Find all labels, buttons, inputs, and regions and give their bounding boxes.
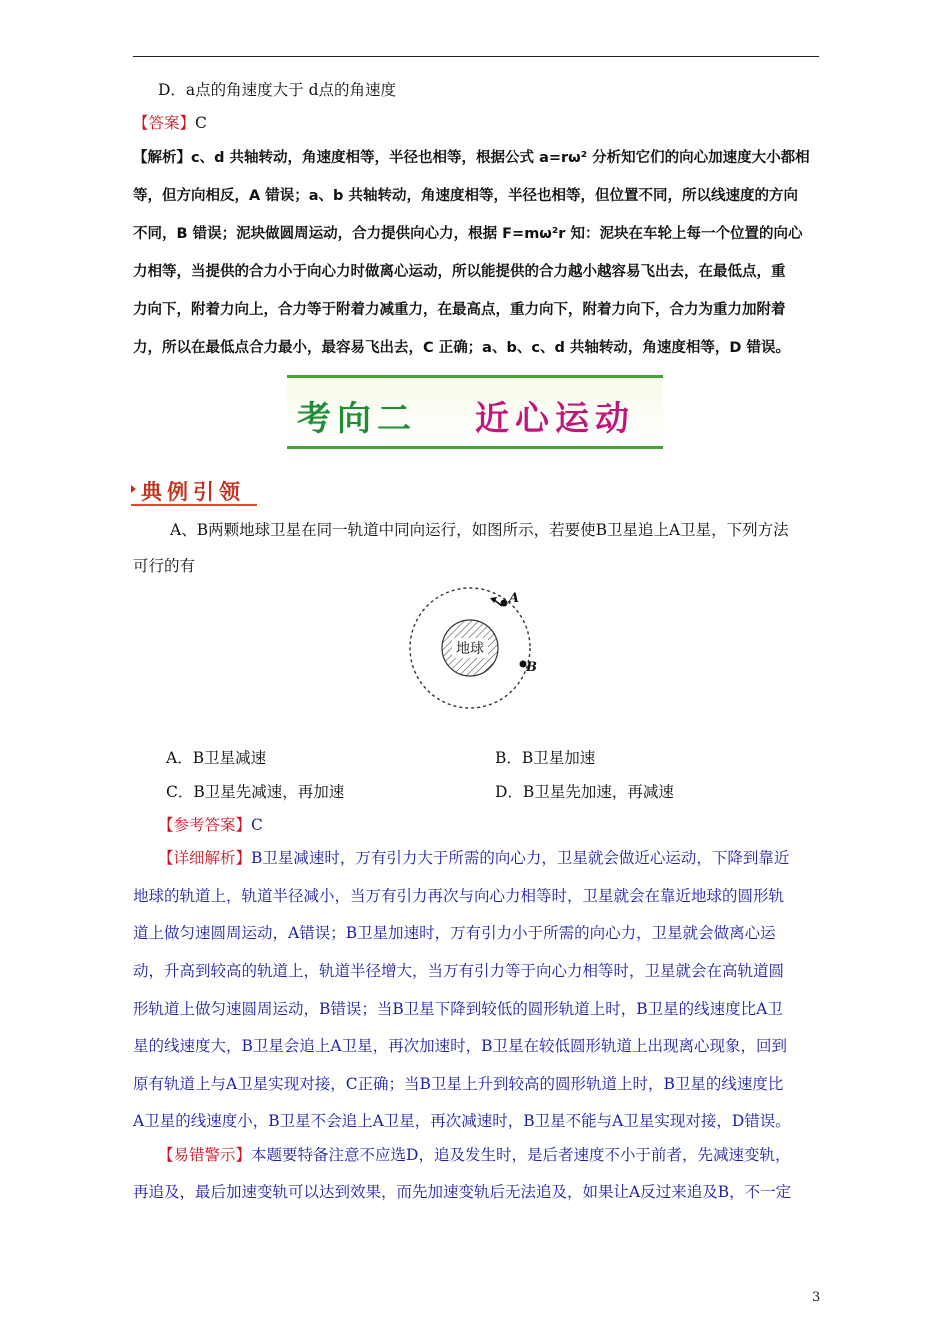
detail-text: B卫星减速时，万有引力大于所需的向心力，卫星就会做近心运动，下降到靠近: [251, 849, 790, 867]
prev-analysis-line: 不同，B 错误；泥块做圆周运动，合力提供向心力，根据 F=mω²r 知：泥块在车轮上每一个位置的向心: [133, 226, 803, 242]
option-a: A．B卫星减速: [166, 749, 267, 767]
answer-value: C: [195, 114, 207, 132]
detail-line: 地球的轨道上，轨道半径减小，当万有引力再次与向心力相等时，卫星就会在靠近地球的圆形轨: [133, 887, 785, 905]
detail-line: [158, 846, 848, 868]
detail-line: 星的线速度大，B卫星会追上A卫星，再次加速时，B卫星在较低圆形轨道上出现离心现象，回到: [133, 1037, 787, 1055]
warning-text: 本题要特备注意不应选D，追及发生时，是后者速度不小于前者，先减速变轨，: [251, 1146, 791, 1164]
detail-line: 形轨道上做匀速圆周运动，B错误；当B卫星下降到较低的圆形轨道上时，B卫星的线速度比A卫: [133, 1000, 783, 1018]
detail-label: 【详细解析】: [158, 849, 252, 867]
orbit-figure: [400, 586, 550, 712]
section-banner: [287, 375, 663, 449]
satellite-b-label: B: [526, 660, 537, 675]
detail-line: 原有轨道上与A卫星实现对接，C正确；当B卫星上升到较高的圆形轨道上时，B卫星的线速度比: [133, 1075, 784, 1093]
detail-line: 动，升高到较高的轨道上，轨道半径增大，当万有引力等于向心力相等时，卫星就会在高轨道圆: [133, 962, 785, 980]
question-line: A、B两颗地球卫星在同一轨道中同向运行，如图所示，若要使B卫星追上A卫星，下列方法: [170, 521, 789, 539]
warning-label: 【易错警示】: [158, 1146, 252, 1164]
page-number: 3: [812, 1290, 821, 1305]
example-marker-icon: [131, 485, 136, 493]
example-heading: [131, 476, 257, 506]
warning-line: 再追及，最后加速变轨可以达到效果，而先加速变轨后无法追及，如果让A反过来追及B，不一定: [133, 1183, 792, 1201]
option-b: B．B卫星加速: [495, 749, 596, 767]
header-rule: [133, 56, 819, 57]
satellite-a-label: A: [509, 591, 520, 606]
reference-answer: [158, 813, 848, 835]
prev-option-d: D．a点的角速度大于 d点的角速度: [158, 81, 397, 99]
prev-analysis-line: 力向下，附着力向上，合力等于附着力减重力，在最高点，重力向下，附着力向下，合力为重力加附着: [133, 302, 786, 318]
question-line: 可行的有: [133, 557, 196, 575]
prev-analysis-line: 力相等，当提供的合力小于向心力时做离心运动，所以能提供的合力越小越容易飞出去，在最低点，重: [133, 264, 786, 280]
answer-label: 【答案】: [133, 114, 196, 132]
reference-answer-value: C: [251, 816, 263, 834]
banner-part1: 考向二: [297, 399, 417, 439]
banner-part2: 近心运动: [475, 399, 635, 439]
option-d: D．B卫星先加速，再减速: [495, 783, 674, 801]
prev-analysis-line: 力，所以在最低点合力最小，最容易飞出去，C 正确；a、b、c、d 共轴转动，角速度相等，D 错误。: [133, 340, 790, 356]
prev-analysis-line: 等，但方向相反，A 错误；a、b 共轴转动，角速度相等，半径也相等，但位置不同，所以线速度的方向: [133, 188, 798, 204]
prev-answer: [133, 111, 823, 133]
analysis-label: 【解析】: [133, 150, 191, 166]
prev-analysis-line: [133, 146, 823, 167]
earth-label: 地球: [456, 641, 484, 657]
example-label: 典例引领: [141, 480, 245, 504]
detail-line: 道上做匀速圆周运动，A错误；B卫星加速时，万有引力小于所需的向心力，卫星就会做离心运: [133, 924, 776, 942]
reference-answer-label: 【参考答案】: [158, 816, 252, 834]
option-c: C．B卫星先减速，再加速: [166, 783, 345, 801]
analysis-text: c、d 共轴转动，角速度相等，半径也相等，根据公式 a=rω² 分析知它们的向心加速度大小都相: [191, 150, 810, 166]
detail-line: A卫星的线速度小，B卫星不会追上A卫星，再次减速时，B卫星不能与A卫星实现对接，D错误。: [133, 1112, 791, 1130]
warning-line: [158, 1143, 848, 1165]
